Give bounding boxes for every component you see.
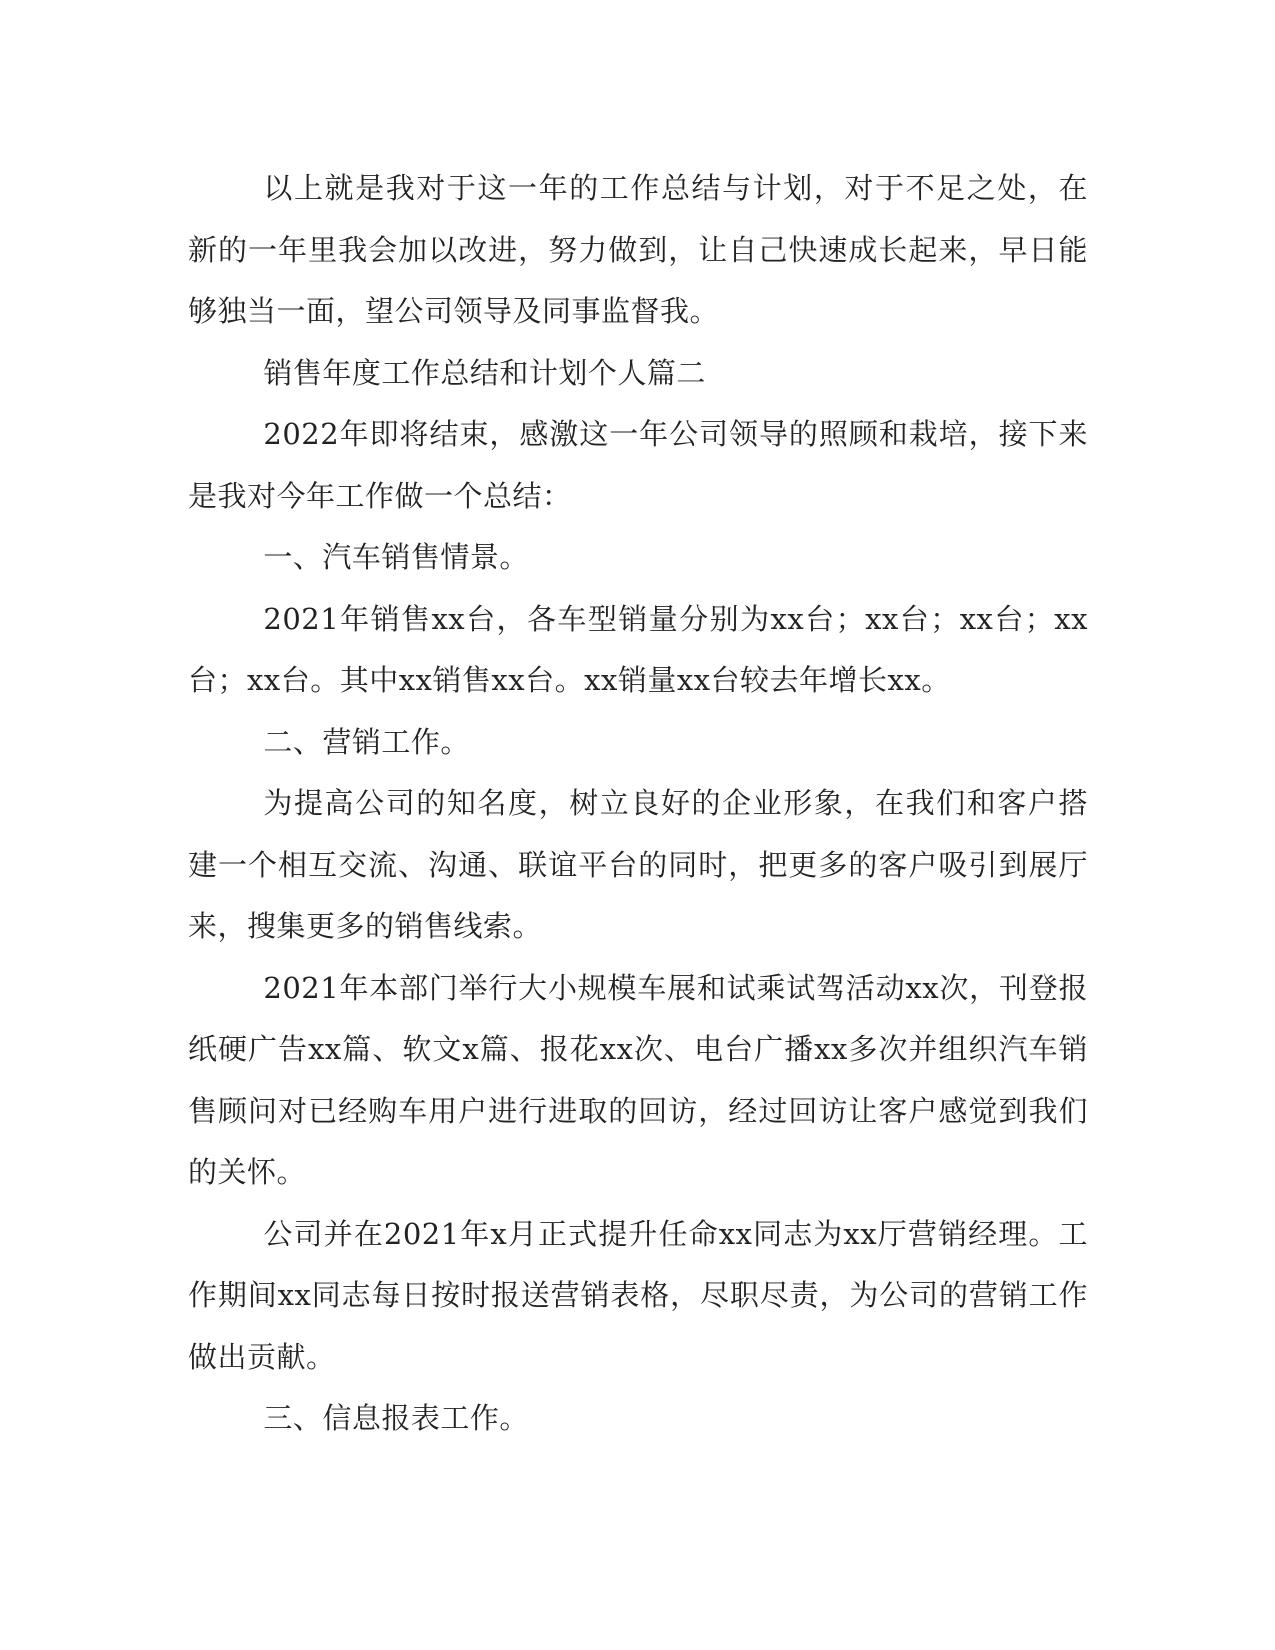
paragraph-marketing-goal: 为提高公司的知名度，树立良好的企业形象，在我们和客户搭建一个相互交流、沟通、联谊平台的同时，把更多的客户吸引到展厅来，搜集更多的销售线索。: [188, 786, 1088, 943]
heading-marketing: 二、营销工作。: [263, 724, 470, 759]
paragraph-sales-figures: 2021年销售xx台，各车型销量分别为xx台；xx台；xx台；xx台；xx台。其中xx销售xx台。xx销量xx台较去年增长xx。: [188, 601, 1088, 697]
paragraph-intro: 2022年即将结束，感激这一年公司领导的照顾和栽培，接下来是我对今年工作做一个总结：: [188, 417, 1088, 513]
paragraph-closing: 以上就是我对于这一年的工作总结与计划，对于不足之处，在新的一年里我会加以改进，努力做到，让自己快速成长起来，早日能够独当一面，望公司领导及同事监督我。: [188, 171, 1088, 328]
heading-car-sales: 一、汽车销售情景。: [263, 540, 529, 574]
document-body: [188, 158, 1088, 1450]
heading-info-reports: 三、信息报表工作。: [263, 1401, 529, 1435]
section-title: 销售年度工作总结和计划个人篇二: [263, 355, 706, 390]
paragraph-marketing-activities: 2021年本部门举行大小规模车展和试乘试驾活动xx次，刊登报纸硬广告xx篇、软文x篇、报花xx次、电台广播xx多次并组织汽车销售顾问对已经购车用户进行进取的回访，经过回访让客户感觉到我们的关怀。: [188, 970, 1088, 1189]
paragraph-manager-appointment: 公司并在2021年x月正式提升任命xx同志为xx厅营销经理。工作期间xx同志每日按时报送营销表格，尽职尽责，为公司的营销工作做出贡献。: [188, 1216, 1088, 1374]
